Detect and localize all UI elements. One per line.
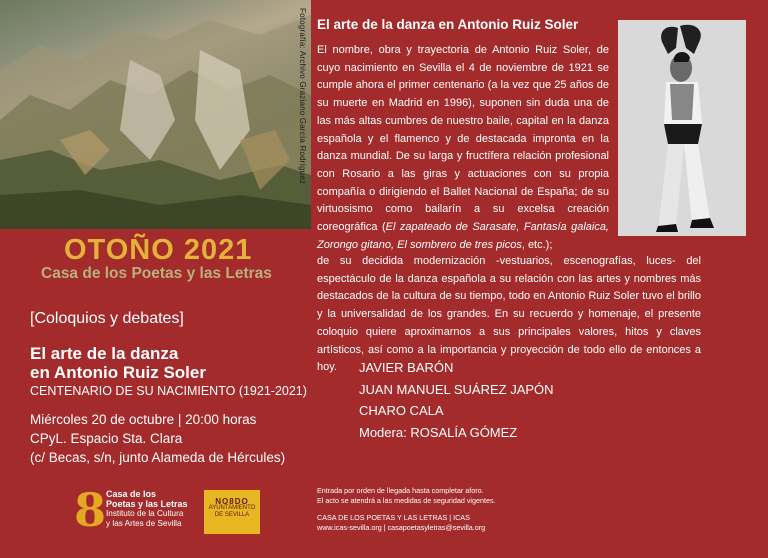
footer-org: CASA DE LOS POETAS Y LAS LETRAS | ICAS [317, 513, 470, 523]
event-date-time: Miércoles 20 de octubre | 20:00 horas [30, 412, 257, 427]
footer-note-2: El acto se atendrá a las medidas de seguridad vigentes. [317, 495, 496, 505]
event-title-line1: El arte de la danza [30, 344, 179, 363]
section-label: [Coloquios y debates] [30, 310, 184, 327]
moderator-label: Modera: [359, 424, 407, 440]
org-name-line2: Poetas y las Letras [106, 498, 188, 509]
footer-web: www.icas-sevilla.org | casapoetasyletras@sevilla.org [317, 522, 486, 532]
org-name-line1: Casa de los [106, 489, 157, 499]
season-title: OTOÑO 2021 [64, 234, 253, 266]
article-paragraph-2: de su decidida modernización -vestuarios, escenografías, luces- del espectáculo de la danza española a su relación con las artes y nombres más destacados de la cultura de su tiempo, todo en Antonio Ruiz Soler tuvo el brillo y la universalidad de los grandes. En su recuerdo y homenaje, el presente coloquio quiere aproximarnos a sus principales valores, hitos y claves artísticos, así como a la importancia y proyección de todo ello de entonces a hoy. [317, 255, 701, 374]
event-title-line2: en Antonio Ruiz Soler [30, 363, 206, 382]
sponsor-logos [74, 483, 260, 537]
casa-poetas-logo-icon: 8 [74, 483, 107, 537]
landscape-painting [0, 0, 311, 229]
event-title [30, 344, 290, 382]
article-paragraph-1 [317, 42, 609, 254]
ayto-mark: NO8DO [215, 497, 249, 506]
moderator-name: ROSALÍA GÓMEZ [410, 424, 518, 440]
article-title: El arte de la danza en Antonio Ruiz Soler [317, 17, 579, 32]
moderator [359, 422, 554, 444]
speaker-3: CHARO CALA [359, 403, 444, 418]
event-details [30, 410, 285, 467]
speaker-1: JAVIER BARÓN [359, 360, 454, 375]
org-sub-line1: Instituto de la Cultura [106, 509, 184, 518]
ayto-line2: DE SEVILLA [214, 512, 250, 518]
photo-credit: Fotografía: Archivo Graziano García Rodríguez [298, 8, 307, 185]
speaker-2: JUAN MANUEL SUÁREZ JAPÓN [359, 381, 554, 397]
dancer-photo [618, 20, 746, 236]
footer-note-1: Entrada por orden de llegada hasta completar aforo. [317, 486, 484, 495]
article-works: El zapateado de Sarasate, Fantasía galaica, Zorongo gitano, El sombrero de tres picos [317, 221, 609, 251]
ayuntamiento-logo [204, 490, 260, 534]
article-p1: El nombre, obra y trayectoria de Antonio Ruiz Soler, de cuyo nacimiento en Sevilla el 4 de noviembre de 1921 se cumple ahora el primer centenario (a la vez que 25 años de su muerte en Madrid en 1996), suponen sin duda una de las más altas cumbres de nuestro baile, capital en la danza española y el flamenco y de destacada impronta en la danza mundial. De su larga y fructífera relación profesional con Rosario a las giras y actuaciones con su propia compañía o dirigiendo el Ballet Nacional de España; de su virtuosismo como bailarín a su excelsa creación coreográfica ( [317, 44, 609, 234]
casa-poetas-logo-text [106, 490, 190, 528]
footer-notes [317, 486, 496, 532]
event-venue: CPyL. Espacio Sta. Clara [30, 431, 183, 446]
ayto-line1: AYUNTAMIENTO [208, 505, 256, 511]
org-sub-line2: y las Artes de Sevilla [106, 518, 182, 528]
article-body-narrow [317, 42, 609, 254]
dancer-image [618, 20, 746, 236]
article-p1-end: , etc.); [521, 238, 553, 251]
event-subtitle: CENTENARIO DE SU NACIMIENTO (1921-2021) [30, 384, 307, 398]
speakers-list [359, 357, 554, 443]
event-address: (c/ Becas, s/n, junto Alameda de Hércules) [30, 450, 286, 465]
house-name: Casa de los Poetas y las Letras [41, 265, 272, 282]
painting-image [0, 0, 311, 229]
